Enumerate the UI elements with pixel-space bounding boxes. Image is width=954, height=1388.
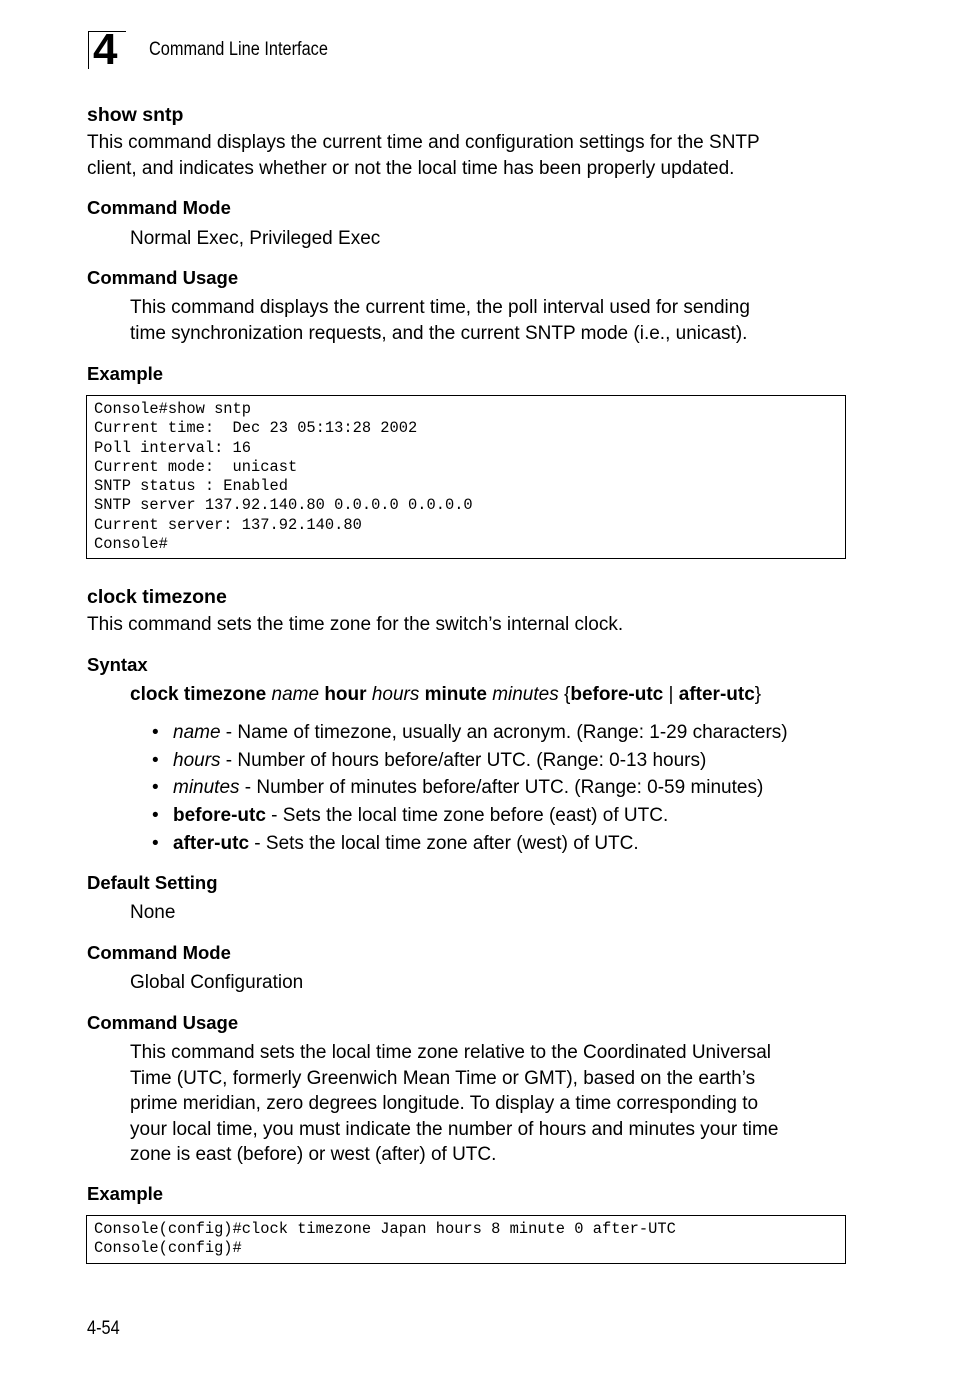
show-sntp-description	[87, 130, 760, 181]
param-term: before-utc	[173, 805, 266, 827]
show-sntp-command-mode-heading: Command Mode	[87, 197, 231, 218]
usage-line: This command sets the local time zone relative to the Coordinated Universal	[130, 1042, 772, 1063]
list-item	[152, 719, 872, 747]
show-sntp-example-heading: Example	[87, 363, 164, 384]
list-item	[152, 747, 872, 775]
code-line: Console#show sntp	[94, 400, 252, 418]
syntax-close-brace: }	[754, 684, 762, 705]
param-term: minutes	[173, 777, 240, 799]
code-line: SNTP status : Enabled	[94, 477, 288, 496]
bullet-icon: •	[152, 805, 159, 827]
code-line: Console#	[94, 535, 168, 554]
param-text: - Name of timezone, usually an acronym. (Range: 1-29 characters)	[220, 722, 788, 743]
clock-timezone-command-mode: Global Configuration	[130, 972, 304, 993]
code-line: Current time: Dec 23 05:13:28 2002	[94, 419, 418, 438]
syntax-option-before-utc: before-utc	[570, 684, 664, 705]
clock-timezone-example-heading: Example	[87, 1183, 164, 1204]
code-line: Console(config)#clock timezone Japan hours 8 minute 0 after-UTC	[94, 1220, 676, 1238]
parameter-list	[152, 719, 872, 858]
running-header-title: Command Line Interface	[149, 39, 328, 60]
syntax-open-brace: {	[564, 684, 571, 705]
usage-line: Time (UTC, formerly Greenwich Mean Time or GMT), based on the earth’s	[130, 1067, 756, 1089]
syntax-keyword-hour: hour	[324, 684, 367, 705]
clock-timezone-command-usage	[130, 1040, 778, 1168]
syntax-param-minutes: minutes	[492, 684, 559, 705]
usage-line: your local time, you must indicate the number of hours and minutes your time	[130, 1118, 779, 1140]
syntax-param-hours: hours	[371, 684, 420, 705]
param-text: - Sets the local time zone before (east) of UTC.	[265, 805, 669, 827]
show-sntp-title: show sntp	[87, 104, 184, 126]
description-line: client, and indicates whether or not the local time has been properly updated.	[87, 157, 735, 179]
clock-timezone-description: This command sets the time zone for the switch’s internal clock.	[87, 614, 624, 635]
code-line: Console(config)#	[94, 1239, 242, 1258]
code-line: SNTP server 137.92.140.80 0.0.0.0 0.0.0.0	[94, 496, 473, 515]
clock-timezone-command-mode-heading: Command Mode	[87, 942, 231, 963]
default-setting-heading: Default Setting	[87, 872, 218, 893]
show-sntp-command-mode: Normal Exec, Privileged Exec	[130, 228, 381, 249]
code-line: Current mode: unicast	[94, 457, 298, 476]
default-setting-value: None	[130, 902, 176, 923]
param-term: name	[173, 722, 221, 743]
syntax-heading: Syntax	[87, 654, 148, 675]
code-line: Poll interval: 16	[94, 438, 252, 457]
param-text: - Number of hours before/after UTC. (Range: 0-13 hours)	[220, 749, 707, 771]
bullet-icon: •	[152, 777, 159, 799]
syntax-line	[130, 682, 761, 708]
param-term: hours	[173, 749, 221, 771]
show-sntp-example-code	[86, 395, 846, 559]
param-text: - Sets the local time zone after (west) of UTC.	[249, 832, 639, 854]
usage-line: zone is east (before) or west (after) of UTC.	[130, 1144, 497, 1165]
param-term: after-utc	[173, 832, 250, 854]
usage-line: time synchronization requests, and the current SNTP mode (i.e., unicast).	[130, 322, 748, 344]
syntax-option-after-utc: after-utc	[678, 684, 755, 705]
param-text: - Number of minutes before/after UTC. (Range: 0-59 minutes)	[239, 777, 764, 799]
show-sntp-command-usage	[130, 295, 750, 346]
description-line: This command displays the current time and configuration settings for the SNTP	[87, 132, 760, 153]
show-sntp-command-usage-heading: Command Usage	[87, 267, 239, 288]
list-item	[152, 830, 872, 858]
list-item	[152, 774, 872, 802]
usage-line: prime meridian, zero degrees longitude. To display a time corresponding to	[130, 1093, 759, 1114]
syntax-keyword-minute: minute	[424, 684, 487, 705]
syntax-param-name: name	[271, 684, 320, 705]
syntax-command: clock timezone	[130, 684, 267, 705]
clock-timezone-command-usage-heading: Command Usage	[87, 1012, 239, 1033]
code-line: Current server: 137.92.140.80	[94, 515, 362, 534]
bullet-icon: •	[152, 722, 159, 743]
clock-timezone-title: clock timezone	[87, 586, 227, 608]
list-item	[152, 802, 872, 830]
usage-line: This command displays the current time, the poll interval used for sending	[130, 297, 750, 318]
chapter-number: 4	[93, 25, 118, 74]
page-number: 4-54	[87, 1318, 120, 1339]
clock-timezone-example-code	[86, 1215, 846, 1264]
bullet-icon: •	[152, 832, 159, 854]
bullet-icon: •	[152, 749, 159, 771]
syntax-pipe: |	[663, 684, 679, 705]
